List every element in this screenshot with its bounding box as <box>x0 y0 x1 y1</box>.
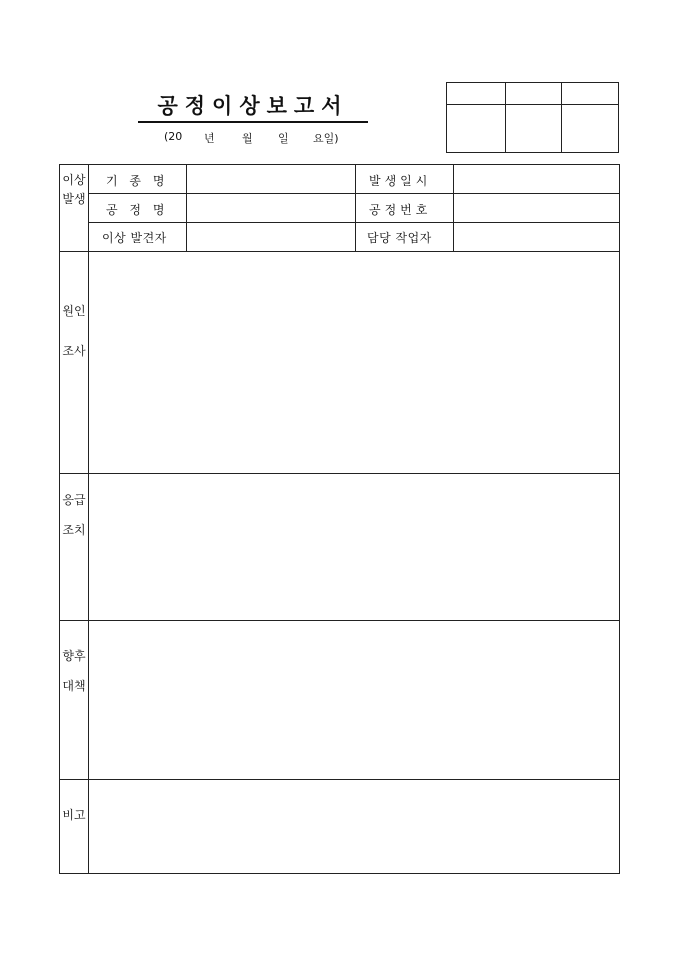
approval-column-divider <box>505 83 506 152</box>
future-countermeasure-label: 향후대책 <box>62 649 86 693</box>
approval-header-divider <box>447 104 618 105</box>
field-divider <box>355 165 356 251</box>
title-underline <box>138 121 368 123</box>
occurrence-datetime-field[interactable] <box>454 165 619 193</box>
assigned-worker-field[interactable] <box>454 223 619 251</box>
discoverer-label: 이상 발견자 <box>102 231 167 245</box>
discoverer-field[interactable] <box>187 223 354 251</box>
emergency-action-label: 응급조치 <box>62 493 86 537</box>
cause-investigation-area[interactable] <box>89 252 619 473</box>
model-name-field[interactable] <box>187 165 354 193</box>
process-name-field[interactable] <box>187 194 354 222</box>
date-weekday-label: 요일) <box>313 132 339 145</box>
assigned-worker-label: 담당 작업자 <box>367 231 432 245</box>
approval-box <box>446 82 619 153</box>
process-name-label: 공 정 명 <box>106 203 169 217</box>
date-prefix: (20 <box>164 130 183 143</box>
occurrence-section-label: 이상발생 <box>62 173 86 206</box>
approval-column-divider <box>561 83 562 152</box>
report-form <box>59 164 620 874</box>
date-month-label: 월 <box>242 132 253 145</box>
process-number-label: 공정번호 <box>369 203 432 217</box>
model-name-label: 기 종 명 <box>106 174 169 188</box>
future-countermeasure-area[interactable] <box>89 621 619 779</box>
date-day-label: 일 <box>278 132 289 145</box>
process-number-field[interactable] <box>454 194 619 222</box>
emergency-action-area[interactable] <box>89 474 619 620</box>
remarks-label: 비고 <box>62 808 86 822</box>
date-year-label: 년 <box>204 132 215 145</box>
document-title: 공정이상보고서 <box>157 93 349 118</box>
remarks-area[interactable] <box>89 780 619 873</box>
cause-investigation-label: 원인조사 <box>62 304 86 358</box>
occurrence-datetime-label: 발생일시 <box>369 174 432 188</box>
